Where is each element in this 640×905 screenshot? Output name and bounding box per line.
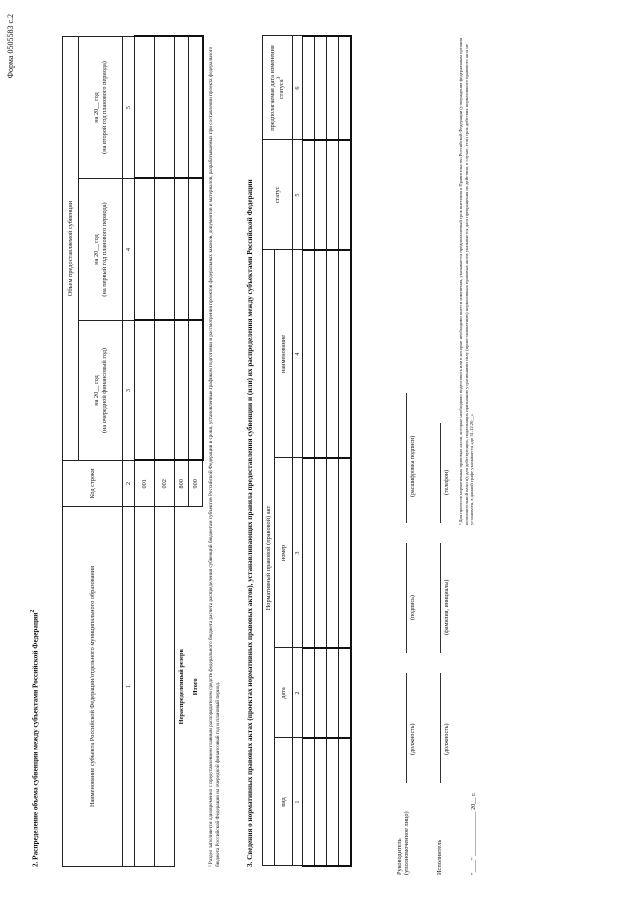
head-signature-line[interactable] <box>406 543 407 653</box>
total-code: 900 <box>189 461 203 507</box>
value-cell[interactable] <box>189 37 203 179</box>
act-cell[interactable] <box>327 458 339 648</box>
act-cell[interactable] <box>327 36 339 140</box>
footnote-mark: 2 <box>30 609 36 613</box>
value-cell[interactable] <box>135 321 155 461</box>
executor-position-line[interactable] <box>440 673 441 783</box>
act-cell[interactable] <box>327 140 339 250</box>
value-cell[interactable] <box>135 179 155 321</box>
header-status: статус <box>263 140 293 250</box>
date-line[interactable]: "____" ______________ 20__ г. <box>470 792 477 875</box>
value-cell[interactable] <box>135 37 155 179</box>
allocation-table <box>62 36 204 868</box>
act-cell[interactable] <box>339 140 351 250</box>
table-row <box>135 37 155 867</box>
table-row <box>315 36 327 866</box>
value-cell[interactable] <box>189 321 203 461</box>
col-number-3: 3 <box>293 458 303 648</box>
reserve-code: 800 <box>175 461 189 507</box>
act-cell[interactable] <box>303 250 315 458</box>
head-signature-caption: (подпись) <box>410 595 416 620</box>
header-type: вид <box>275 738 293 866</box>
act-cell[interactable] <box>339 36 351 140</box>
executor-fio-line[interactable] <box>440 543 441 653</box>
header-date: дата <box>275 648 293 738</box>
act-cell[interactable] <box>339 458 351 648</box>
act-cell[interactable] <box>339 738 351 866</box>
header-name: Наименование субъекта Российской Федерации/отдельного муниципального образования <box>63 507 123 867</box>
footnote-mark: 3 <box>276 76 283 80</box>
act-cell[interactable] <box>315 250 327 458</box>
act-cell[interactable] <box>327 648 339 738</box>
table-row <box>327 36 339 866</box>
act-cell[interactable] <box>315 738 327 866</box>
row-name-cell[interactable] <box>135 507 155 867</box>
act-cell[interactable] <box>327 738 339 866</box>
executor-phone-line[interactable] <box>440 423 441 523</box>
col-number-2: 2 <box>123 461 135 507</box>
value-cell[interactable] <box>175 321 189 461</box>
act-cell[interactable] <box>339 648 351 738</box>
head-decode-line[interactable] <box>406 393 407 523</box>
header-year1: на 20__ год (на очередной финансовый год) <box>79 321 123 461</box>
col-number-5: 5 <box>123 37 135 179</box>
executor-label: Исполнитель <box>436 839 443 875</box>
total-row <box>189 37 203 867</box>
act-cell[interactable] <box>303 738 315 866</box>
reserve-label: Нераспределенный резерв <box>175 507 189 867</box>
header-act: Нормативный правовой (правовой) акт <box>263 250 275 866</box>
form-code: Форма 0505583 с.2 <box>6 14 15 79</box>
table-row <box>303 36 315 866</box>
col-number-5: 5 <box>293 140 303 250</box>
act-cell[interactable] <box>303 140 315 250</box>
header-year2: на 20__ год (на первый год планового периода) <box>79 179 123 321</box>
row-code-cell: 002 <box>155 461 175 507</box>
act-cell[interactable] <box>315 458 327 648</box>
row-code-cell: 001 <box>135 461 155 507</box>
executor-position-caption: (должность) <box>444 723 450 755</box>
section2-title: 2. Распределение объема субвенции между субъектами Российской Федерации$^2$ <box>30 609 40 867</box>
head-decode-caption: (расшифровка подписи) <box>410 435 416 497</box>
header-expected-date: предполагаемая дата изменения статуса$^3$ <box>263 36 293 140</box>
header-title: наименование <box>275 250 293 458</box>
section3-title: 3. Сведения о нормативных правовых актах (проектах нормативных правовых актов), устанавливающих правила предоставления субвенции и (или) их распределения между субъектами Российской Федерации <box>246 179 254 867</box>
act-cell[interactable] <box>303 648 315 738</box>
header-code: Код строки <box>63 461 123 507</box>
footnote-2: ² Раздел заполняется одновременно с представлением главным распорядителем средств федерального бюджета расчета распределения субвенций бюджетам субъектов Российской Федерации в сроки, установленные графиком подготовки и рассмотрения проектов федеральных законов, документов и материалов, разрабатываемых при составлении проекта федерального бюджета Российской Федерации на очередной финансовый год и плановый период. <box>208 46 221 867</box>
col-number-4: 4 <box>293 250 303 458</box>
footnote-3: ³ Для проектов нормативных правовых актов, которые необходимо подготовить или в которые необходимо внести изменения, указывается предполагаемый срок внесения в Правительство Российской Федерации (утверждения федеральным органом исполнительной власти); для действующих, подлежащих признанию утратившими силу (приостановлению) нормативных правовых актов указывается дата прекращения их действия, в случае, если срок действия нормативного правового акта не установлен, в данной графе указывается «до 31.12.20__» <box>458 37 475 525</box>
row-name-cell[interactable] <box>155 507 175 867</box>
value-cell[interactable] <box>175 179 189 321</box>
executor-fio-caption: (фамилия, инициалы) <box>444 579 450 635</box>
act-cell[interactable] <box>339 250 351 458</box>
acts-table <box>262 35 352 867</box>
header-volume: Объем предоставляемой субвенции <box>63 37 79 461</box>
act-cell[interactable] <box>315 36 327 140</box>
value-cell[interactable] <box>155 179 175 321</box>
value-cell[interactable] <box>155 37 175 179</box>
table-row <box>339 36 351 866</box>
head-position-caption: (должность) <box>410 723 416 755</box>
head-label: Руководитель (уполномоченное лицо) <box>396 811 410 875</box>
header-number: номер <box>275 458 293 648</box>
col-number-3: 3 <box>123 321 135 461</box>
header-year3: на 20__ год (на второй год планового периода) <box>79 37 123 179</box>
value-cell[interactable] <box>175 37 189 179</box>
act-cell[interactable] <box>315 648 327 738</box>
total-label: Итого <box>189 507 203 867</box>
col-number-1: 1 <box>123 507 135 867</box>
col-number-2: 2 <box>293 648 303 738</box>
col-number-4: 4 <box>123 179 135 321</box>
head-position-line[interactable] <box>406 673 407 783</box>
act-cell[interactable] <box>303 36 315 140</box>
act-cell[interactable] <box>327 250 339 458</box>
value-cell[interactable] <box>155 321 175 461</box>
executor-phone-caption: (телефон) <box>444 469 450 495</box>
col-number-1: 1 <box>293 738 303 866</box>
reserve-row <box>175 37 189 867</box>
col-number-6: 6 <box>293 36 303 140</box>
act-cell[interactable] <box>315 140 327 250</box>
value-cell[interactable] <box>189 179 203 321</box>
table-row <box>155 37 175 867</box>
act-cell[interactable] <box>303 458 315 648</box>
